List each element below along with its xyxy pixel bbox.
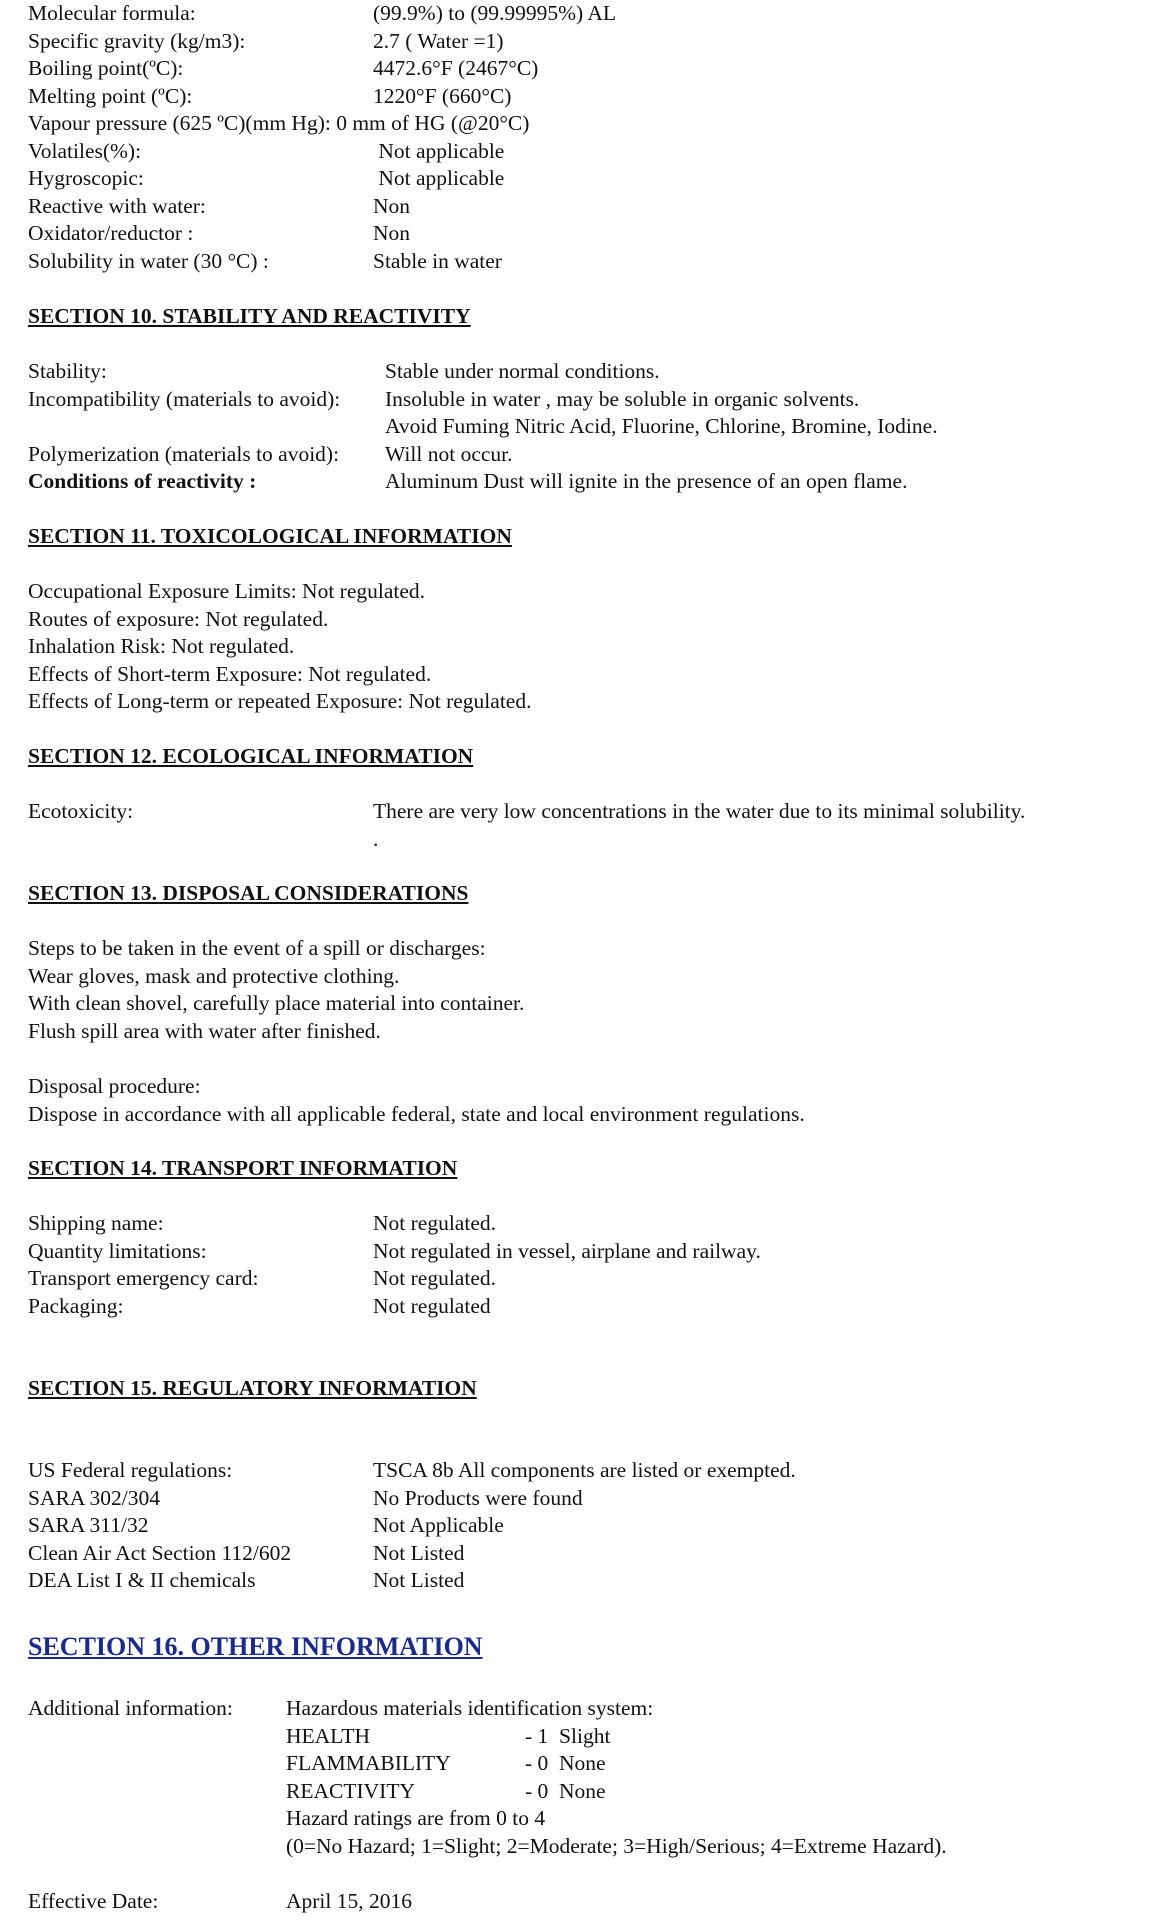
transport-label: Quantity limitations: — [28, 1238, 207, 1263]
property-row — [28, 0, 1138, 28]
section-13-title: SECTION 13. DISPOSAL CONSIDERATIONS — [28, 881, 469, 905]
property-row — [28, 83, 1138, 111]
tox-line: Occupational Exposure Limits: Not regulated. — [28, 579, 426, 603]
stability-value: Will not occur. — [385, 441, 513, 466]
property-value: (99.9%) to (99.99995%) AL — [373, 1, 617, 25]
disposal-line: Flush spill area with water after finished. — [28, 1018, 381, 1043]
transport-row — [28, 1265, 1138, 1293]
property-value: Not applicable — [373, 166, 505, 190]
transport-row — [28, 1238, 1138, 1266]
hmis-flammability-name: FLAMMABILITY — [286, 1751, 451, 1775]
transport-value: Not regulated — [373, 1293, 491, 1318]
section-10-title: SECTION 10. STABILITY AND REACTIVITY — [28, 304, 471, 328]
transport-value: Not regulated. — [373, 1266, 496, 1290]
property-label: Volatiles(%): — [28, 138, 142, 163]
regulatory-value: No Products were found — [373, 1485, 583, 1510]
regulatory-label: DEA List I & II chemicals — [28, 1568, 256, 1592]
regulatory-value: Not Listed — [373, 1568, 465, 1592]
hmis-health-value: - 1 Slight — [525, 1723, 611, 1748]
transport-label: Packaging: — [28, 1293, 124, 1318]
hmis-reactivity-name: REACTIVITY — [286, 1778, 415, 1803]
hazard-legend: (0=No Hazard; 1=Slight; 2=Moderate; 3=High/Serious; 4=Extreme Hazard). — [286, 1833, 947, 1858]
ecotoxicity-value: There are very low concentrations in the water due to its minimal solubility. — [373, 799, 1026, 823]
property-row — [28, 165, 1138, 193]
property-value: Non — [373, 221, 411, 245]
transport-label: Shipping name: — [28, 1211, 164, 1235]
disposal-procedure-text: Dispose in accordance with all applicable federal, state and local environment regulations. — [28, 1101, 805, 1126]
hmis-health-name: HEALTH — [286, 1723, 371, 1748]
regulatory-label: Clean Air Act Section 112/602 — [28, 1540, 292, 1565]
property-row — [28, 248, 1138, 276]
disposal-line: Steps to be taken in the event of a spill or discharges: — [28, 936, 486, 960]
regulatory-row — [28, 1512, 1138, 1540]
property-row — [28, 55, 1138, 83]
ecotoxicity-dot: . — [373, 826, 379, 851]
ecotoxicity-row — [28, 798, 1138, 826]
section-15-title: SECTION 15. REGULATORY INFORMATION — [28, 1376, 477, 1400]
property-value: 1220°F (660°C) — [373, 83, 512, 108]
property-value: Stable in water — [373, 248, 502, 273]
regulatory-row — [28, 1457, 1138, 1485]
tox-line: Routes of exposure: Not regulated. — [28, 606, 329, 631]
regulatory-label: SARA 302/304 — [28, 1485, 161, 1510]
disposal-procedure-label: Disposal procedure: — [28, 1074, 201, 1098]
hmis-title: Hazardous materials identification system: — [286, 1696, 654, 1720]
stability-label: Incompatibility (materials to avoid): — [28, 386, 341, 411]
stability-value: Insoluble in water , may be soluble in organic solvents. — [385, 386, 860, 411]
stability-value: Stable under normal conditions. — [385, 359, 660, 383]
property-label: Solubility in water (30 °C) : — [28, 248, 269, 273]
hazard-scale: Hazard ratings are from 0 to 4 — [286, 1806, 546, 1830]
regulatory-row — [28, 1540, 1138, 1568]
property-label: Molecular formula: — [28, 1, 196, 25]
property-row — [28, 220, 1138, 248]
disposal-line: With clean shovel, carefully place material into container. — [28, 991, 525, 1015]
property-row — [28, 110, 1138, 138]
hmis-flammability-value: - 0 None — [525, 1751, 606, 1775]
regulatory-row — [28, 1485, 1138, 1513]
stability-label: Conditions of reactivity : — [28, 469, 257, 493]
property-value: Non — [373, 193, 411, 218]
property-value: 2.7 ( Water =1) — [373, 28, 504, 53]
effective-date: April 15, 2016 — [286, 1889, 413, 1913]
section-12-title: SECTION 12. ECOLOGICAL INFORMATION — [28, 744, 474, 768]
stability-row — [28, 386, 1138, 414]
property-label: Vapour pressure (625 ºC)(mm Hg): 0 mm of HG (@20°C) — [28, 111, 530, 135]
stability-row — [28, 441, 1138, 469]
section-16-title: SECTION 16. OTHER INFORMATION — [28, 1632, 483, 1661]
transport-row — [28, 1293, 1138, 1321]
transport-row — [28, 1210, 1138, 1238]
property-row — [28, 193, 1138, 221]
additional-info-label: Additional information: — [28, 1696, 233, 1720]
regulatory-label: US Federal regulations: — [28, 1458, 233, 1482]
section-14-title: SECTION 14. TRANSPORT INFORMATION — [28, 1156, 458, 1180]
stability-row — [28, 358, 1138, 386]
tox-line: Effects of Long-term or repeated Exposure: Not regulated. — [28, 689, 532, 713]
property-label: Reactive with water: — [28, 193, 206, 218]
property-value: Not applicable — [373, 138, 505, 163]
tox-line: Inhalation Risk: Not regulated. — [28, 634, 295, 658]
stability-label: Polymerization (materials to avoid): — [28, 441, 340, 466]
property-label: Oxidator/reductor : — [28, 221, 194, 245]
stability-row — [28, 413, 1138, 441]
tox-line: Effects of Short-term Exposure: Not regulated. — [28, 661, 432, 686]
hmis-reactivity-value: - 0 None — [525, 1778, 606, 1803]
property-row — [28, 28, 1138, 56]
transport-label: Transport emergency card: — [28, 1266, 259, 1290]
regulatory-value: Not Listed — [373, 1540, 465, 1565]
property-value: 4472.6°F (2467°C) — [373, 56, 539, 80]
property-label: Melting point (ºC): — [28, 83, 193, 108]
regulatory-value: TSCA 8b All components are listed or exempted. — [373, 1458, 796, 1482]
stability-row — [28, 468, 1138, 496]
transport-value: Not regulated. — [373, 1211, 496, 1235]
section-11-title: SECTION 11. TOXICOLOGICAL INFORMATION — [28, 524, 512, 548]
effective-date-label: Effective Date: — [28, 1889, 159, 1913]
regulatory-row — [28, 1567, 1138, 1595]
regulatory-label: SARA 311/32 — [28, 1513, 149, 1537]
property-label: Hygroscopic: — [28, 166, 144, 190]
transport-value: Not regulated in vessel, airplane and railway. — [373, 1238, 761, 1263]
property-row — [28, 138, 1138, 166]
regulatory-value: Not Applicable — [373, 1513, 504, 1537]
disposal-line: Wear gloves, mask and protective clothing. — [28, 963, 400, 988]
property-label: Specific gravity (kg/m3): — [28, 28, 246, 53]
stability-value: Avoid Fuming Nitric Acid, Fluorine, Chlorine, Bromine, Iodine. — [385, 414, 938, 438]
ecotoxicity-label: Ecotoxicity: — [28, 799, 134, 823]
property-label: Boiling point(ºC): — [28, 56, 184, 80]
stability-value: Aluminum Dust will ignite in the presence of an open flame. — [385, 469, 908, 493]
stability-label: Stability: — [28, 359, 107, 383]
